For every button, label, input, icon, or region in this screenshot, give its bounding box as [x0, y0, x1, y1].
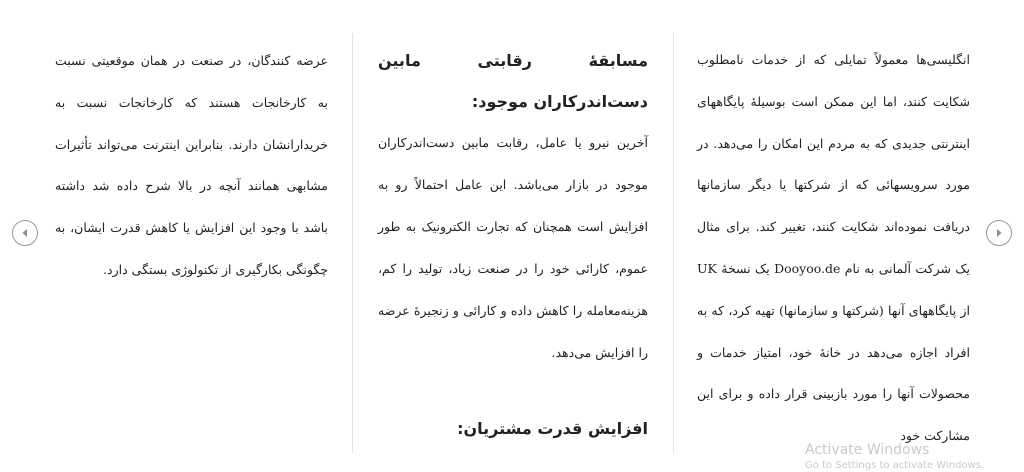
text-column-middle — [378, 40, 648, 449]
text-column-left — [55, 40, 328, 291]
watermark-subtitle: Go to Settings to activate Windows. — [805, 460, 985, 471]
column-right-paragraph: انگلیسی‌ها معمولاً تمایلی که از خدمات نامطلوب شکایت کنند، اما این ممکن است بوسیلهٔ پایگاههای اینترنتی جدیدی که به مردم این امکان را می‌دهد. در مورد سرویسهائی که از شرکتها یا دیگر سازمانها دریافت نموده‌اند شکایت کنند، تغییر کند. برای مثال یک شرکت آلمانی به نام Dooyoo.de یک نسخهٔ UK از پایگاههای آنها (شرکتها و سازمانها) تهیه کرد، که به افراد اجازه می‌دهد در خانهٔ خود، امتیاز خدمات و محصولات آنها را مورد بازبینی قرار داده و برای این مشارکت خود — [697, 52, 970, 444]
chevron-left-icon — [20, 228, 30, 238]
text-column-right — [697, 39, 970, 457]
section-heading-competition: مسابقهٔ رقابتی مابین دست‌اندرکاران موجود: — [378, 51, 648, 111]
watermark-title: Activate Windows — [805, 442, 930, 458]
previous-page-button[interactable] — [12, 220, 38, 246]
column-divider — [352, 33, 353, 453]
column-divider — [673, 33, 674, 453]
next-page-button[interactable] — [986, 220, 1012, 246]
column-left-paragraph: عرضه کنندگان، در صنعت در همان موقعیتی نسبت به کارخانجات هستند که کارخانجات نسبت به خریدارانشان دارند. بنابراین اینترنت می‌تواند تأثیرات مشابهی همانند آنچه در بالا شرح داده شد داشته باشد با وجود این افزایش یا کاهش قدرت ایشان، به چگونگی بکارگیری از تکنولوژی بستگی دارد. — [55, 53, 328, 277]
column-middle-paragraph: آخرین نیرو یا عامل، رقابت مابین دست‌اندرکاران موجود در بازار می‌باشد. این عامل احتمالاً رو به افزایش است همچنان که تجارت الکترونیک به طور عموم، کارائی خود را در صنعت زیاد، تولید را کم، هزینه‌معامله را کاهش داده و کارائی و زنجیرهٔ عرضه را افزایش می‌دهد. — [378, 135, 648, 360]
section-heading-customer-power: افزایش قدرت مشتریان: — [457, 419, 648, 438]
chevron-right-icon — [994, 228, 1004, 238]
activation-watermark — [805, 441, 985, 471]
